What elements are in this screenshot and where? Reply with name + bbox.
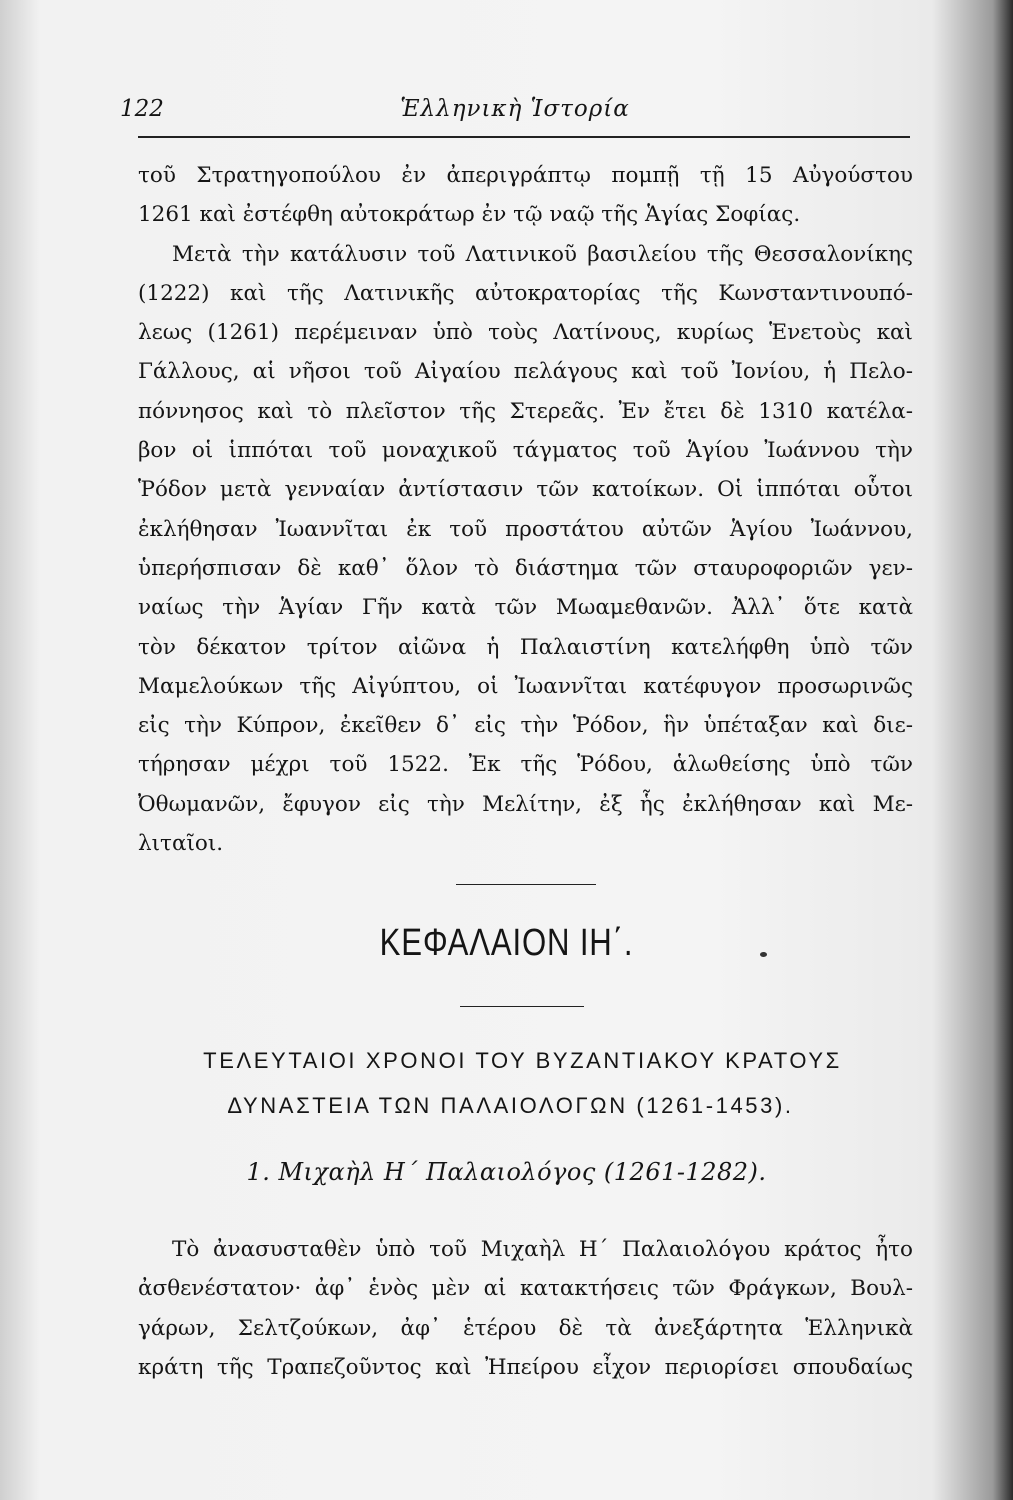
text-line: ἀσθενέστατον· ἀφ᾽ ἑνὸς μὲν αἱ κατακτήσεις τῶν Φράγκων, Βουλ- xyxy=(138,1276,913,1302)
text-line: ἐκλήθησαν Ἰωαννῖται ἐκ τοῦ προστάτου αὐτῶν Ἁγίου Ἰωάννου, xyxy=(138,516,913,542)
text-line: λεως (1261) περέμειναν ὑπὸ τοὺς Λατίνους, κυρίως Ἑνετοὺς καὶ xyxy=(138,320,913,346)
text-line: Μετὰ τὴν κατάλυσιν τοῦ Λατινικοῦ βασιλείου τῆς Θεσσαλονίκης xyxy=(172,241,913,267)
text-line: εἰς τὴν Κύπρον, ἐκεῖθεν δ᾽ εἰς τὴν Ῥόδον, ἣν ὑπέταξαν καὶ διε- xyxy=(138,713,913,739)
section-divider xyxy=(460,1006,584,1007)
ink-speck xyxy=(760,952,767,957)
body-text-top xyxy=(138,156,913,863)
text-line: βον οἱ ἱππόται τοῦ μοναχικοῦ τάγματος τοῦ Ἁγίου Ἰωάννου τὴν xyxy=(138,438,913,464)
running-title: Ἑλληνικὴ Ἱστορία xyxy=(400,96,630,122)
text-line: ναίως τὴν Ἁγίαν Γῆν κατὰ τῶν Μωαμεθανῶν. Ἀλλ᾽ ὅτε κατὰ xyxy=(138,595,913,621)
text-line: πόννησος καὶ τὸ πλεῖστον τῆς Στερεᾶς. Ἐν ἔτει δὲ 1310 κατέλα- xyxy=(138,398,913,424)
body-text-bottom xyxy=(138,1230,913,1387)
text-line: Τὸ ἀνασυσταθὲν ὑπὸ τοῦ Μιχαὴλ Η΄ Παλαιολόγου κράτος ἦτο xyxy=(172,1237,913,1262)
section-title-line-1: ΤΕΛΕΥΤΑΙΟΙ ΧΡΟΝΟΙ ΤΟΥ ΒΥΖΑΝΤΙΑΚΟΥ ΚΡΑΤΟΥΣ xyxy=(203,1048,842,1073)
text-line: (1222) καὶ τῆς Λατινικῆς αὐτοκρατορίας τῆς Κωνσταντινουπό- xyxy=(138,280,913,306)
text-line: ὑπερήσπισαν δὲ καθ᾽ ὅλον τὸ διάστημα τῶν σταυροφοριῶν γεν- xyxy=(138,555,913,581)
text-line: τήρησαν μέχρι τοῦ 1522. Ἐκ τῆς Ῥόδου, ἁλωθείσης ὑπὸ τῶν xyxy=(138,752,913,778)
subsection-title: 1. Μιχαὴλ Η΄ Παλαιολόγος (1261-1282). xyxy=(246,1158,767,1186)
text-line: τὸν δέκατον τρίτον αἰῶνα ἡ Παλαιστίνη κατελήφθη ὑπὸ τῶν xyxy=(138,634,913,660)
text-line: Γάλλους, αἱ νῆσοι τοῦ Αἰγαίου πελάγους καὶ τοῦ Ἰονίου, ἡ Πελο- xyxy=(138,359,913,385)
chapter-title: ΚΕΦΑΛΑΙΟΝ ΙΗ΄. xyxy=(379,922,634,964)
text-line: κράτη τῆς Τραπεζοῦντος καὶ Ἠπείρου εἶχον περιορίσει σπουδαίως xyxy=(138,1354,913,1380)
text-line: τοῦ Στρατηγοπούλου ἐν ἀπεριγράπτῳ πομπῇ τῇ 15 Αὐγούστου xyxy=(138,163,913,188)
text-line: Μαμελούκων τῆς Αἰγύπτου, οἱ Ἰωαννῖται κατέφυγον προσωρινῶς xyxy=(138,673,913,699)
header-rule xyxy=(138,136,910,138)
text-line: γάρων, Σελτζούκων, ἀφ᾽ ἑτέρου δὲ τὰ ἀνεξάρτητα Ἑλληνικὰ xyxy=(138,1315,913,1341)
text-line: λιταῖοι. xyxy=(138,831,224,857)
page-number: 122 xyxy=(120,96,164,122)
text-line: Ῥόδον μετὰ γενναίαν ἀντίστασιν τῶν κατοίκων. Οἱ ἱππόται οὗτοι xyxy=(138,477,913,503)
section-divider xyxy=(456,884,596,885)
text-line: 1261 καὶ ἐστέφθη αὐτοκράτωρ ἐν τῷ ναῷ τῆς Ἁγίας Σοφίας. xyxy=(138,202,801,228)
section-title-line-2: ΔΥΝΑΣΤΕΙΑ ΤΩΝ ΠΑΛΑΙΟΛΟΓΩΝ (1261-1453). xyxy=(227,1093,794,1118)
page-header xyxy=(120,96,910,130)
text-line: Ὀθωμανῶν, ἔφυγον εἰς τὴν Μελίτην, ἐξ ἧς ἐκλήθησαν καὶ Με- xyxy=(138,791,913,817)
